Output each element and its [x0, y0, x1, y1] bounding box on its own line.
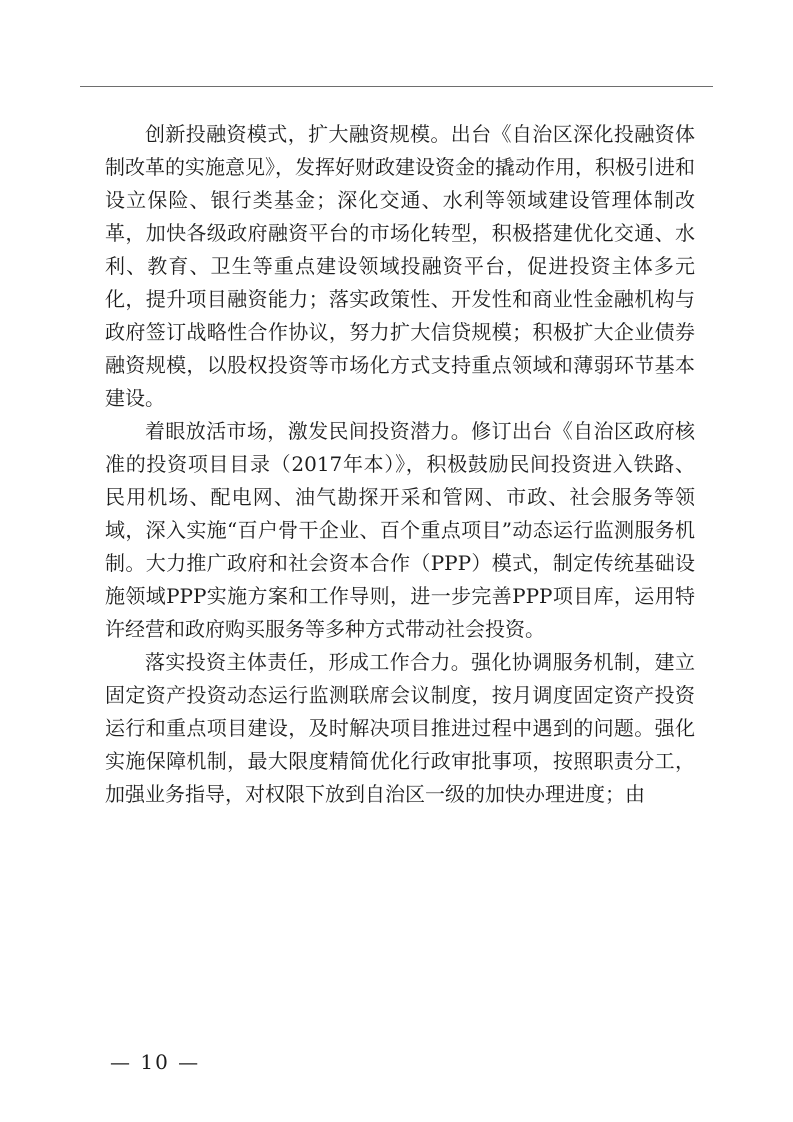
paragraph-investment-financing: 创新投融资模式，扩大融资规模。出台《自治区深化投融资体制改革的实施意见》，发挥好财政建设资金的撬动作用，积极引进和设立保险、银行类基金；深化交通、水利等领域建设管理体制改革，加快各级政府融资平台的市场化转型，积极搭建优化交通、水利、教育、卫生等重点建设领域投融资平台，促进投资主体多元化，提升项目融资能力；落实政策性、开发性和商业性金融机构与政府签订战略性合作协议，努力扩大信贷规模；积极扩大企业债券融资规模，以股权投资等市场化方式支持重点领域和薄弱环节基本建设。	[105, 122, 695, 410]
document-body	[105, 118, 695, 811]
page-number: — 10 —	[110, 1050, 201, 1074]
paragraph-private-investment: 着眼放活市场，激发民间投资潜力。修订出台《自治区政府核准的投资项目目录（2017年本）》，积极鼓励民间投资进入铁路、民用机场、配电网、油气勘探开采和管网、市政、社会服务等领域，深入实施“百户骨干企业、百个重点项目”动态运行监测服务机制。大力推广政府和社会资本合作（PPP）模式，制定传统基础设施领域PPP实施方案和工作导则，进一步完善PPP项目库，运用特许经营和政府购买服务等多种方式带动社会投资。	[105, 419, 695, 641]
paragraph-responsibility: 落实投资主体责任，形成工作合力。强化协调服务机制，建立固定资产投资动态运行监测联席会议制度，按月调度固定资产投资运行和重点项目建设，及时解决项目推进过程中遇到的问题。强化实施保障机制，最大限度精简优化行政审批事项，按照职责分工，加强业务指导，对权限下放到自治区一级的加快办理进度；由	[105, 650, 695, 806]
header-divider	[80, 86, 713, 87]
